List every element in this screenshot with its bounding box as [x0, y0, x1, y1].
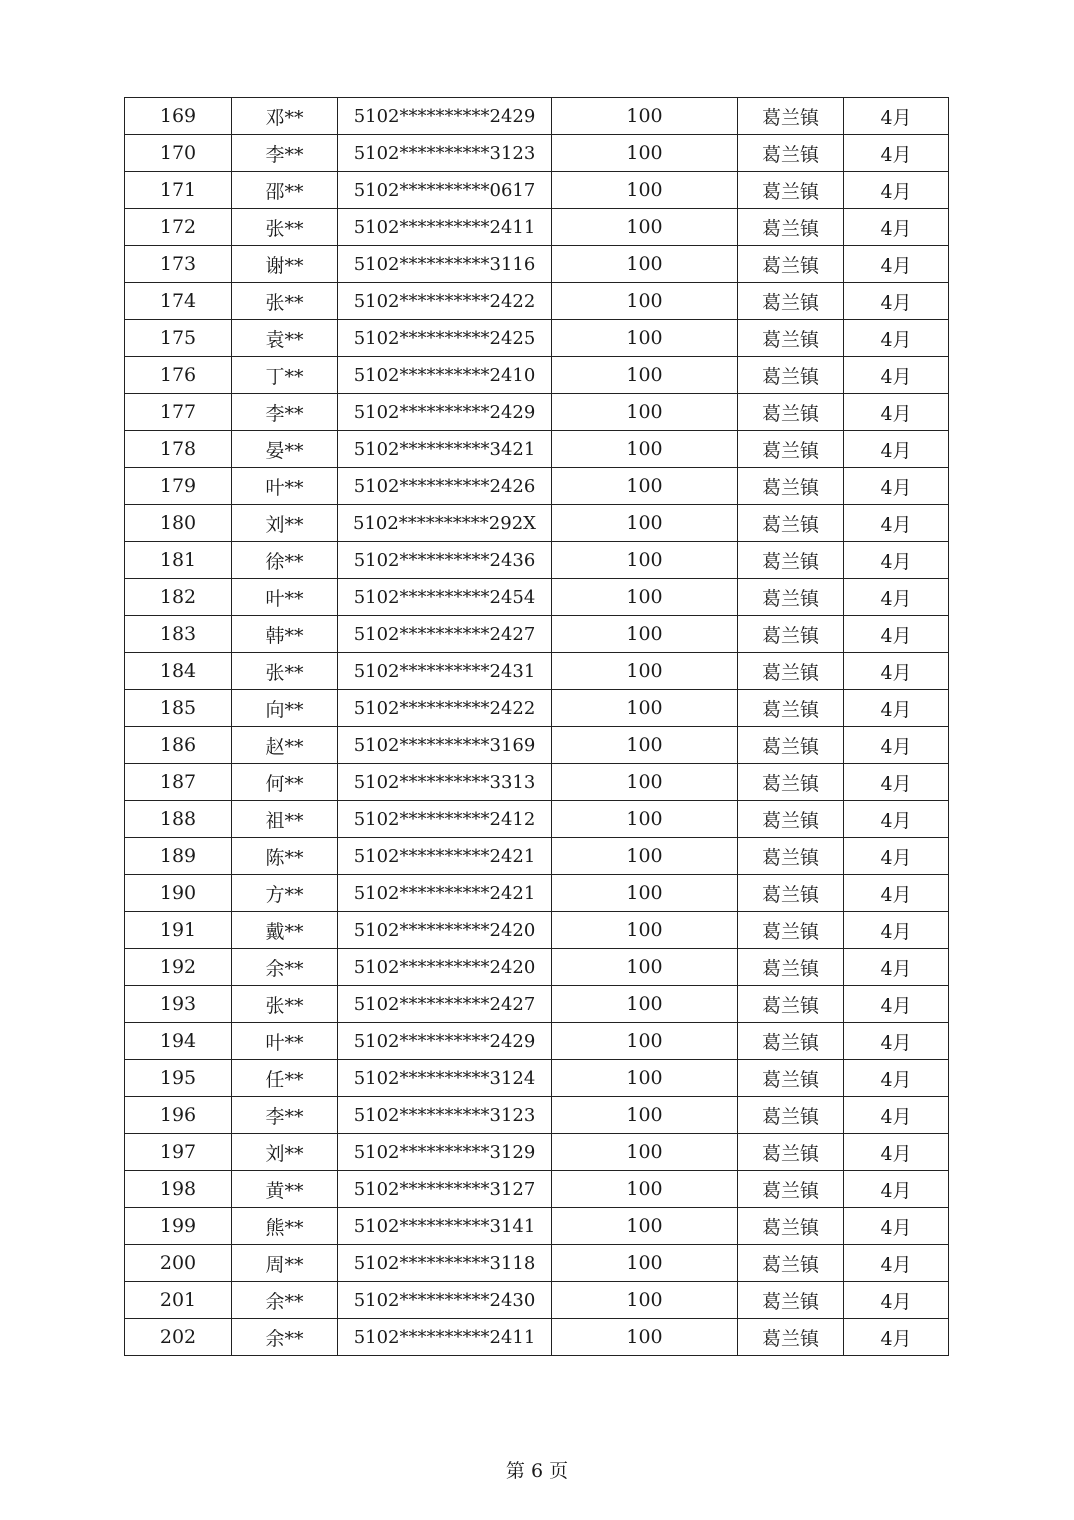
amount-cell: 100: [552, 579, 738, 616]
name-cell: 张**: [232, 283, 338, 320]
row-number-cell: 195: [125, 1060, 232, 1097]
id-number-cell: 5102**********3421: [338, 431, 552, 468]
id-number-cell: 5102**********2420: [338, 949, 552, 986]
name-cell: 韩**: [232, 616, 338, 653]
month-cell: 4月: [844, 209, 949, 246]
month-cell: 4月: [844, 246, 949, 283]
town-cell: 葛兰镇: [738, 394, 844, 431]
month-cell: 4月: [844, 912, 949, 949]
name-cell: 周**: [232, 1245, 338, 1282]
row-number-cell: 174: [125, 283, 232, 320]
id-number-cell: 5102**********2421: [338, 875, 552, 912]
id-number-cell: 5102**********2425: [338, 320, 552, 357]
month-cell: 4月: [844, 1171, 949, 1208]
id-number-cell: 5102**********3116: [338, 246, 552, 283]
town-cell: 葛兰镇: [738, 690, 844, 727]
table-row: [125, 1097, 949, 1134]
table-row: [125, 431, 949, 468]
month-cell: 4月: [844, 542, 949, 579]
amount-cell: 100: [552, 431, 738, 468]
amount-cell: 100: [552, 209, 738, 246]
town-cell: 葛兰镇: [738, 1060, 844, 1097]
town-cell: 葛兰镇: [738, 320, 844, 357]
row-number-cell: 170: [125, 135, 232, 172]
amount-cell: 100: [552, 246, 738, 283]
row-number-cell: 180: [125, 505, 232, 542]
amount-cell: 100: [552, 875, 738, 912]
table-row: [125, 838, 949, 875]
id-number-cell: 5102**********2410: [338, 357, 552, 394]
id-number-cell: 5102**********2412: [338, 801, 552, 838]
amount-cell: 100: [552, 357, 738, 394]
row-number-cell: 188: [125, 801, 232, 838]
town-cell: 葛兰镇: [738, 1282, 844, 1319]
name-cell: 戴**: [232, 912, 338, 949]
table-row: [125, 283, 949, 320]
name-cell: 晏**: [232, 431, 338, 468]
id-number-cell: 5102**********2429: [338, 1023, 552, 1060]
table-row: [125, 579, 949, 616]
town-cell: 葛兰镇: [738, 875, 844, 912]
id-number-cell: 5102**********2422: [338, 283, 552, 320]
name-cell: 叶**: [232, 1023, 338, 1060]
town-cell: 葛兰镇: [738, 727, 844, 764]
town-cell: 葛兰镇: [738, 98, 844, 135]
amount-cell: 100: [552, 727, 738, 764]
month-cell: 4月: [844, 468, 949, 505]
amount-cell: 100: [552, 135, 738, 172]
row-number-cell: 187: [125, 764, 232, 801]
table-row: [125, 320, 949, 357]
amount-cell: 100: [552, 1171, 738, 1208]
town-cell: 葛兰镇: [738, 505, 844, 542]
table-row: [125, 801, 949, 838]
row-number-cell: 184: [125, 653, 232, 690]
name-cell: 任**: [232, 1060, 338, 1097]
table-row: [125, 727, 949, 764]
name-cell: 刘**: [232, 1134, 338, 1171]
amount-cell: 100: [552, 1134, 738, 1171]
amount-cell: 100: [552, 1319, 738, 1356]
id-number-cell: 5102**********2426: [338, 468, 552, 505]
name-cell: 邵**: [232, 172, 338, 209]
month-cell: 4月: [844, 1060, 949, 1097]
table-row: [125, 172, 949, 209]
town-cell: 葛兰镇: [738, 1097, 844, 1134]
table-row: [125, 875, 949, 912]
amount-cell: 100: [552, 542, 738, 579]
table-row: [125, 1060, 949, 1097]
name-cell: 何**: [232, 764, 338, 801]
town-cell: 葛兰镇: [738, 468, 844, 505]
month-cell: 4月: [844, 1208, 949, 1245]
month-cell: 4月: [844, 431, 949, 468]
town-cell: 葛兰镇: [738, 653, 844, 690]
table-row: [125, 949, 949, 986]
amount-cell: 100: [552, 986, 738, 1023]
amount-cell: 100: [552, 912, 738, 949]
amount-cell: 100: [552, 616, 738, 653]
table-row: [125, 1023, 949, 1060]
row-number-cell: 194: [125, 1023, 232, 1060]
name-cell: 邓**: [232, 98, 338, 135]
id-number-cell: 5102**********2429: [338, 394, 552, 431]
town-cell: 葛兰镇: [738, 579, 844, 616]
table-row: [125, 1134, 949, 1171]
name-cell: 向**: [232, 690, 338, 727]
town-cell: 葛兰镇: [738, 949, 844, 986]
table-row: [125, 616, 949, 653]
id-number-cell: 5102**********2436: [338, 542, 552, 579]
id-number-cell: 5102**********3118: [338, 1245, 552, 1282]
month-cell: 4月: [844, 949, 949, 986]
row-number-cell: 185: [125, 690, 232, 727]
table-row: [125, 1245, 949, 1282]
row-number-cell: 191: [125, 912, 232, 949]
row-number-cell: 179: [125, 468, 232, 505]
amount-cell: 100: [552, 838, 738, 875]
name-cell: 袁**: [232, 320, 338, 357]
id-number-cell: 5102**********2411: [338, 1319, 552, 1356]
table-row: [125, 98, 949, 135]
table-row: [125, 1319, 949, 1356]
id-number-cell: 5102**********2421: [338, 838, 552, 875]
amount-cell: 100: [552, 1208, 738, 1245]
table-row: [125, 505, 949, 542]
row-number-cell: 192: [125, 949, 232, 986]
month-cell: 4月: [844, 1023, 949, 1060]
row-number-cell: 201: [125, 1282, 232, 1319]
table-row: [125, 1208, 949, 1245]
name-cell: 方**: [232, 875, 338, 912]
amount-cell: 100: [552, 1245, 738, 1282]
month-cell: 4月: [844, 1282, 949, 1319]
table-row: [125, 209, 949, 246]
amount-cell: 100: [552, 764, 738, 801]
month-cell: 4月: [844, 875, 949, 912]
month-cell: 4月: [844, 357, 949, 394]
table-row: [125, 246, 949, 283]
row-number-cell: 183: [125, 616, 232, 653]
row-number-cell: 173: [125, 246, 232, 283]
table-row: [125, 394, 949, 431]
row-number-cell: 177: [125, 394, 232, 431]
month-cell: 4月: [844, 1134, 949, 1171]
row-number-cell: 171: [125, 172, 232, 209]
name-cell: 熊**: [232, 1208, 338, 1245]
id-number-cell: 5102**********292X: [338, 505, 552, 542]
table-row: [125, 690, 949, 727]
id-number-cell: 5102**********3141: [338, 1208, 552, 1245]
month-cell: 4月: [844, 838, 949, 875]
amount-cell: 100: [552, 1023, 738, 1060]
month-cell: 4月: [844, 801, 949, 838]
row-number-cell: 182: [125, 579, 232, 616]
month-cell: 4月: [844, 579, 949, 616]
id-number-cell: 5102**********3313: [338, 764, 552, 801]
table-row: [125, 357, 949, 394]
row-number-cell: 193: [125, 986, 232, 1023]
amount-cell: 100: [552, 1282, 738, 1319]
row-number-cell: 186: [125, 727, 232, 764]
table-row: [125, 542, 949, 579]
month-cell: 4月: [844, 1097, 949, 1134]
id-number-cell: 5102**********3127: [338, 1171, 552, 1208]
name-cell: 张**: [232, 986, 338, 1023]
row-number-cell: 202: [125, 1319, 232, 1356]
town-cell: 葛兰镇: [738, 838, 844, 875]
month-cell: 4月: [844, 320, 949, 357]
town-cell: 葛兰镇: [738, 986, 844, 1023]
month-cell: 4月: [844, 616, 949, 653]
id-number-cell: 5102**********0617: [338, 172, 552, 209]
town-cell: 葛兰镇: [738, 1023, 844, 1060]
row-number-cell: 172: [125, 209, 232, 246]
amount-cell: 100: [552, 949, 738, 986]
row-number-cell: 181: [125, 542, 232, 579]
table-row: [125, 653, 949, 690]
name-cell: 李**: [232, 394, 338, 431]
row-number-cell: 200: [125, 1245, 232, 1282]
town-cell: 葛兰镇: [738, 246, 844, 283]
town-cell: 葛兰镇: [738, 1245, 844, 1282]
amount-cell: 100: [552, 690, 738, 727]
town-cell: 葛兰镇: [738, 357, 844, 394]
town-cell: 葛兰镇: [738, 1171, 844, 1208]
town-cell: 葛兰镇: [738, 801, 844, 838]
id-number-cell: 5102**********3124: [338, 1060, 552, 1097]
town-cell: 葛兰镇: [738, 1134, 844, 1171]
row-number-cell: 199: [125, 1208, 232, 1245]
row-number-cell: 198: [125, 1171, 232, 1208]
month-cell: 4月: [844, 727, 949, 764]
month-cell: 4月: [844, 505, 949, 542]
table-row: [125, 1282, 949, 1319]
name-cell: 余**: [232, 1319, 338, 1356]
id-number-cell: 5102**********3123: [338, 1097, 552, 1134]
row-number-cell: 178: [125, 431, 232, 468]
id-number-cell: 5102**********2431: [338, 653, 552, 690]
id-number-cell: 5102**********2427: [338, 986, 552, 1023]
name-cell: 陈**: [232, 838, 338, 875]
row-number-cell: 190: [125, 875, 232, 912]
town-cell: 葛兰镇: [738, 431, 844, 468]
amount-cell: 100: [552, 468, 738, 505]
roster-table: [124, 97, 949, 1356]
amount-cell: 100: [552, 505, 738, 542]
id-number-cell: 5102**********2422: [338, 690, 552, 727]
month-cell: 4月: [844, 690, 949, 727]
id-number-cell: 5102**********2427: [338, 616, 552, 653]
id-number-cell: 5102**********2411: [338, 209, 552, 246]
id-number-cell: 5102**********2420: [338, 912, 552, 949]
name-cell: 刘**: [232, 505, 338, 542]
amount-cell: 100: [552, 283, 738, 320]
table-row: [125, 135, 949, 172]
town-cell: 葛兰镇: [738, 1319, 844, 1356]
id-number-cell: 5102**********2430: [338, 1282, 552, 1319]
row-number-cell: 196: [125, 1097, 232, 1134]
month-cell: 4月: [844, 653, 949, 690]
table-row: [125, 764, 949, 801]
name-cell: 谢**: [232, 246, 338, 283]
name-cell: 李**: [232, 135, 338, 172]
month-cell: 4月: [844, 98, 949, 135]
month-cell: 4月: [844, 1245, 949, 1282]
town-cell: 葛兰镇: [738, 912, 844, 949]
row-number-cell: 197: [125, 1134, 232, 1171]
amount-cell: 100: [552, 653, 738, 690]
row-number-cell: 176: [125, 357, 232, 394]
name-cell: 丁**: [232, 357, 338, 394]
month-cell: 4月: [844, 172, 949, 209]
table-row: [125, 468, 949, 505]
amount-cell: 100: [552, 320, 738, 357]
amount-cell: 100: [552, 1060, 738, 1097]
town-cell: 葛兰镇: [738, 1208, 844, 1245]
name-cell: 余**: [232, 949, 338, 986]
month-cell: 4月: [844, 1319, 949, 1356]
id-number-cell: 5102**********2429: [338, 98, 552, 135]
name-cell: 祖**: [232, 801, 338, 838]
amount-cell: 100: [552, 98, 738, 135]
table-row: [125, 1171, 949, 1208]
name-cell: 赵**: [232, 727, 338, 764]
id-number-cell: 5102**********3129: [338, 1134, 552, 1171]
name-cell: 张**: [232, 209, 338, 246]
roster-table-body: [125, 98, 949, 1356]
amount-cell: 100: [552, 1097, 738, 1134]
amount-cell: 100: [552, 801, 738, 838]
town-cell: 葛兰镇: [738, 172, 844, 209]
row-number-cell: 189: [125, 838, 232, 875]
table-row: [125, 986, 949, 1023]
name-cell: 叶**: [232, 579, 338, 616]
name-cell: 李**: [232, 1097, 338, 1134]
id-number-cell: 5102**********3123: [338, 135, 552, 172]
month-cell: 4月: [844, 135, 949, 172]
town-cell: 葛兰镇: [738, 764, 844, 801]
town-cell: 葛兰镇: [738, 135, 844, 172]
month-cell: 4月: [844, 764, 949, 801]
amount-cell: 100: [552, 172, 738, 209]
page-number-footer: 第 6 页: [505, 1460, 569, 1482]
name-cell: 徐**: [232, 542, 338, 579]
town-cell: 葛兰镇: [738, 283, 844, 320]
table-row: [125, 912, 949, 949]
name-cell: 黄**: [232, 1171, 338, 1208]
month-cell: 4月: [844, 394, 949, 431]
amount-cell: 100: [552, 394, 738, 431]
town-cell: 葛兰镇: [738, 209, 844, 246]
town-cell: 葛兰镇: [738, 542, 844, 579]
town-cell: 葛兰镇: [738, 616, 844, 653]
row-number-cell: 169: [125, 98, 232, 135]
row-number-cell: 175: [125, 320, 232, 357]
id-number-cell: 5102**********2454: [338, 579, 552, 616]
month-cell: 4月: [844, 283, 949, 320]
name-cell: 张**: [232, 653, 338, 690]
name-cell: 余**: [232, 1282, 338, 1319]
id-number-cell: 5102**********3169: [338, 727, 552, 764]
name-cell: 叶**: [232, 468, 338, 505]
month-cell: 4月: [844, 986, 949, 1023]
